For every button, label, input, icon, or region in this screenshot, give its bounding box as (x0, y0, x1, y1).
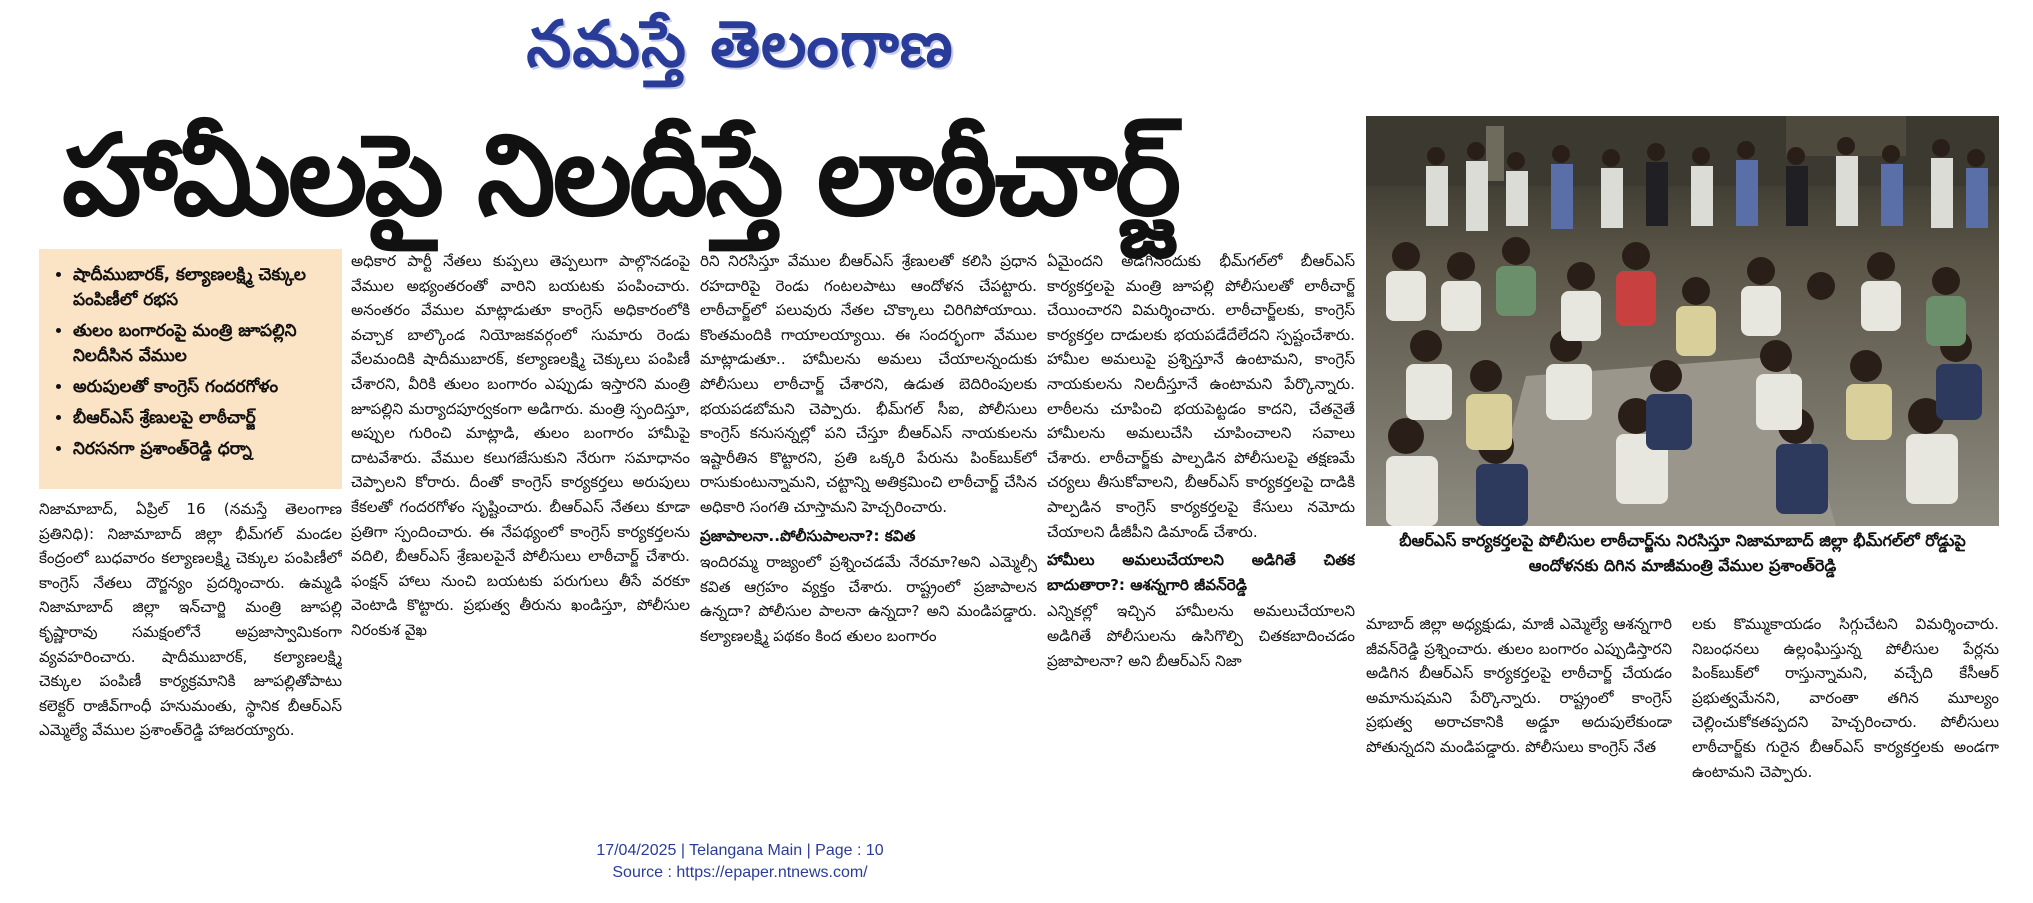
photo-caption: బీఆర్ఎస్ కార్యకర్తలపై పోలీసుల లాఠీచార్జ్‌ను నిరసిస్తూ నిజామాబాద్ జిల్లా భీమ్‌గల్‌లో రోడ్డుపై ఆందోళనకు దిగిన మాజీమంత్రి వేముల ప్రశాంత్‌రెడ్డి (1399, 531, 1966, 575)
highlight-item: • తులం బంగారంపై మంత్రి జూపల్లిని నిలదీసిన వేముల (73, 319, 342, 369)
article-paragraph: నిజామాబాద్, ఏప్రిల్ 16 (నమస్తే తెలంగాణ ప్రతినిధి): నిజామాబాద్ జిల్లా భీమ్‌గల్ మండల కేంద్రంలో బుధవారం కల్యాణలక్ష్మి చెక్కుల పంపిణీలో కాంగ్రెస్ నేతలు దౌర్జన్యం ప్రదర్శించారు. ఉమ్మడి నిజామాబాద్ జిల్లా ఇన్‌చార్జి మంత్రి జూపల్లి కృష్ణారావు సమక్షంలోనే అప్రజాస్వామికంగా వ్యవహరించారు. షాదీముబారక్, కల్యాణలక్ష్మి చెక్కుల పంపిణీ కార్యక్రమానికి జూపల్లితోపాటు కలెక్టర్ రాజీవ్‌గాంధీ హనుమంతు, స్థానిక బీఆర్ఎస్ ఎమ్మెల్యే వేముల ప్రశాంత్‌రెడ్డి హాజరయ్యారు. (39, 500, 342, 740)
article-paragraph: మాబాద్ జిల్లా అధ్యక్షుడు, మాజీ ఎమ్మెల్యే ఆశన్నగారి జీవన్‌రెడ్డి ప్రశ్నించారు. తులం బంగారం ఎప్పుడిస్తారని అడిగిన బీఆర్ఎస్ కార్యకర్తలపై లాఠీచార్జ్ చేయడం అమానుషమని పేర్కొన్నారు. రాష్ట్రంలో కాంగ్రెస్ ప్రభుత్వ అరాచకానికి అడ్డూ అదుపులేకుండా పోతున్నదని మండిపడ్డారు. పోలీసులు కాంగ్రెస్ నేత (1366, 615, 1672, 756)
article-paragraph: ఎన్నికల్లో ఇచ్చిన హామీలను అమలుచేయాలని అడిగితే పోలీసులను ఉసిగొల్పి చితకబాదించడం ప్రజాపాలనా? అని బీఆర్ఎస్ నిజా (1047, 602, 1355, 670)
headline: హామీలపై నిలదీస్తే లాఠీచార్జ్ (62, 111, 1179, 241)
article-column-4 (1047, 249, 1355, 809)
article-paragraph: లకు కొమ్ముకాయడం సిగ్గుచేటని విమర్శించారు. నిబంధనలు ఉల్లంఘిస్తున్న పోలీసుల పేర్లను పింక్‌బుక్‌లో రాస్తున్నామని, వచ్చేది కేసీఆర్ ప్రభుత్వమేనని, వారంతా తగిన మూల్యం చెల్లించుకోకతప్పదని హెచ్చరించారు. పోలీసులు లాఠీచార్జ్‌కు గురైన బీఆర్ఎస్ కార్యకర్తలకు అండగా ఉంటామని చెప్పారు. (1692, 615, 1999, 781)
article-column-3 (700, 249, 1037, 809)
subheading-jeevan-reddy: హామీలు అమలుచేయాలని అడిగితే చితక బాదుతారా?: ఆశన్నగారి జీవన్‌రెడ్డి (1047, 551, 1355, 594)
article-column-1 (39, 497, 342, 807)
highlight-item: • అరుపులతో కాంగ్రెస్ గందరగోళం (73, 375, 342, 400)
protest-photo-illustration (1366, 116, 1999, 526)
article-column-2 (351, 249, 690, 809)
edition-info: 17/04/2025 | Telangana Main | Page : 10 (596, 842, 884, 859)
page-footer (0, 840, 1480, 884)
article-column-6 (1692, 612, 1999, 812)
source-link[interactable]: Source : https://epaper.ntnews.com/ (612, 864, 868, 881)
article-paragraph: రిని నిరసిస్తూ వేముల బీఆర్ఎస్ శ్రేణులతో కలిసి ప్రధాన రహదారిపై రెండు గంటలపాటు ఆందోళన చేపట్టారు. లాఠీచార్జ్‌లో పలువురు నేతల చొక్కాలు చిరిగిపోయాయి. కొంతమందికి గాయాలయ్యాయి. ఈ సందర్భంగా వేముల మాట్లాడుతూ.. హామీలను అమలు చేయాలన్నందుకు పోలీసులు లాఠీచార్జ్ చేశారని, ఉడుత బెదిరింపులకు భయపడబోమని చెప్పారు. భీమ్‌గల్ సీఐ, పోలీసులు కాంగ్రెస్ కనుసన్నల్లో పని చేస్తూ బీఆర్ఎస్ నాయకులను ఇష్టారీతిన కొట్టారని, ప్రతి ఒక్కరి పేరును పింక్‌బుక్‌లో రాసుకుంటున్నామని, చట్టాన్ని అతిక్రమించి లాఠీచార్జ్ చేసిన అధికారి సంగతి చూస్తామని హెచ్చరించారు. (700, 252, 1037, 516)
highlights-list (39, 263, 342, 462)
highlights-box (39, 249, 342, 489)
article-paragraph: ఇందిరమ్మ రాజ్యంలో ప్రశ్నించడమే నేరమా?అని ఎమ్మెల్సీ కవిత ఆగ్రహం వ్యక్తం చేశారు. రాష్ట్రంలో ప్రజాపాలన ఉన్నదా? పోలీసుల పాలనా ఉన్నదా? అని మండిపడ్డారు. కల్యాణలక్ష్మి పథకం కింద తులం బంగారం (700, 553, 1037, 645)
highlight-item: • నిరసనగా ప్రశాంత్‌రెడ్డి ధర్నా (73, 437, 342, 462)
news-photo (1366, 116, 1999, 526)
masthead: నమస్తే తెలంగాణ (526, 8, 954, 82)
article-paragraph: ఏమైందని అడిగినందుకు భీమ్‌గల్‌లో బీఆర్ఎస్ కార్యకర్తలపై మంత్రి జూపల్లి పోలీసులతో లాఠీచార్జ్ చేయించారని విమర్శించారు. లాఠీచార్జ్‌లకు, కాంగ్రెస్ కార్యకర్తల దాడులకు భయపడేదేలేదని స్పష్టంచేశారు. హామీల అమలుపై ప్రశ్నిస్తూనే ఉంటామని, కాంగ్రెస్ నాయకులను నిలదీస్తూనే ఉంటామని పేర్కొన్నారు. లాఠీలను చూపించి భయపెట్టడం కాదని, చేతనైతే హామీలను అమలుచేసి చూపించాలని సవాలు చేశారు. లాఠీచార్జ్‌కు పాల్పడిన పోలీసులపై తక్షణమే చర్యలు తీసుకోవాలని, బీఆర్ఎస్ కార్యకర్తలపై దాడికి పాల్పడిన కాంగ్రెస్ కార్యకర్తలపై కేసులు నమోదు చేయాలని డీజీపీని డిమాండ్ చేశారు. (1047, 252, 1355, 541)
highlight-item: • బీఆర్ఎస్ శ్రేణులపై లాఠీచార్జ్ (73, 406, 342, 431)
subheading-kavitha: ప్రజాపాలనా..పోలీసుపాలనా?: కవిత (700, 526, 916, 545)
article-paragraph: అధికార పార్టీ నేతలు కుప్పలు తెప్పలుగా పాల్గొనడంపై వేముల అభ్యంతరంతో వారిని బయటకు పంపించారు. అనంతరం వేముల మాట్లాడుతూ కాంగ్రెస్ అధికారంలోకి వచ్చాక బాల్కొండ నియోజకవర్గంలో సుమారు రెండు వేలమందికి షాదీముబారక్, కల్యాణలక్ష్మి చెక్కులు పంపిణీ చేశారని, వీరికి తులం బంగారం ఎప్పుడు ఇస్తారని మంత్రి జూపల్లిని మర్యాదపూర్వకంగా అడిగారు. మంత్రి స్పందిస్తూ, అప్పుల గురించి మాట్లాడి, తులం బంగారం హామీపై దాటవేశారు. వేముల కలుగజేసుకుని నేరుగా సమాధానం చెప్పాలని కోరారు. దీంతో కాంగ్రెస్ కార్యకర్తలు అరుపులు కేకలతో గందరగోళం సృష్టించారు. బీఆర్ఎస్ నేతలు కూడా ప్రతిగా స్పందించారు. ఈ నేపథ్యంలో కాంగ్రెస్ కార్యకర్తలను వదిలి, బీఆర్ఎస్ శ్రేణులపైనే పోలీసులు లాఠీచార్జ్ చేశారు. ఫంక్షన్ హాలు నుంచి బయటకు పరుగులు తీసే వరకూ వెంటాడి కొట్టారు. ప్రభుత్వ తీరును ఖండిస్తూ, పోలీసుల నిరంకుశ వైఖ (351, 252, 690, 639)
highlight-item: • షాదీముబారక్, కల్యాణలక్ష్మి చెక్కుల పంపిణీలో రభస (73, 263, 342, 313)
article-column-5 (1366, 612, 1672, 812)
